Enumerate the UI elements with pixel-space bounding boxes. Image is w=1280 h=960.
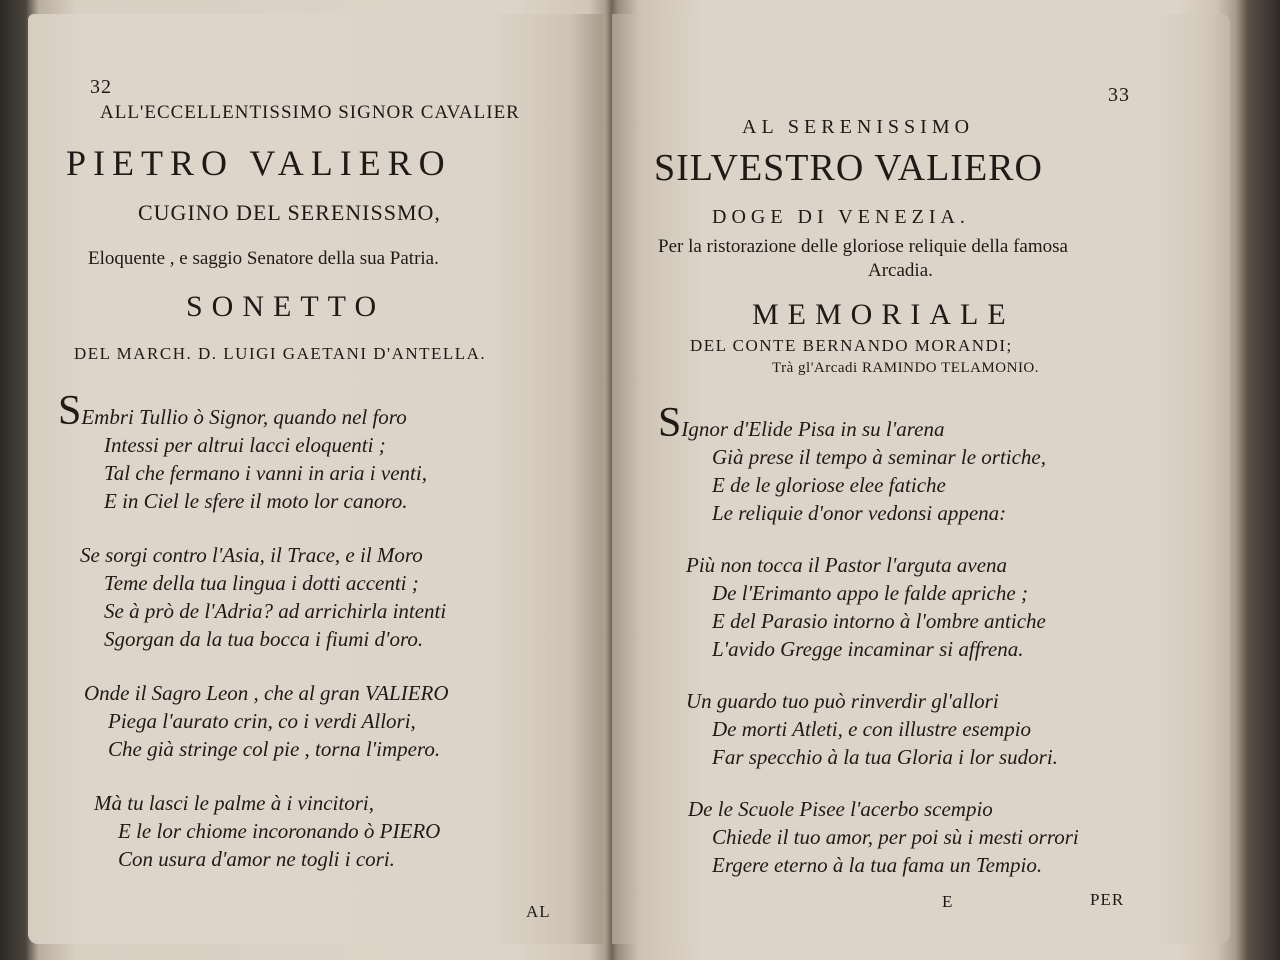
subtitle-line: Per la ristorazione delle gloriose reliquie della famosa <box>658 236 1068 257</box>
verse-line: Già prese il tempo à seminar le ortiche, <box>712 445 1047 469</box>
catchword: E <box>942 892 954 911</box>
verse-line: E del Parasio intorno à l'ombre antiche <box>712 609 1046 633</box>
dedicatee-name: PIETRO VALIERO <box>66 143 452 183</box>
verse-line: Onde il Sagro Leon , che al gran VALIERO <box>84 681 449 705</box>
dedicatee-description: Eloquente , e saggio Senatore della sua Patria. <box>88 248 439 269</box>
subtitle-line: Arcadia. <box>868 260 933 281</box>
verse-line: SIgnor d'Elide Pisa in su l'arena <box>658 400 945 446</box>
stanza <box>658 551 1079 663</box>
stanza <box>658 400 1079 527</box>
verse-line: SEmbri Tullio ò Signor, quando nel foro <box>58 388 407 434</box>
verse-line: Con usura d'amor ne togli i cori. <box>118 847 395 871</box>
stanza <box>58 388 449 515</box>
dedication-line: AL SERENISSIMO <box>742 116 975 138</box>
sonnet <box>58 388 449 873</box>
drop-cap: S <box>58 388 82 434</box>
catchword: AL <box>526 902 551 921</box>
left-page <box>28 14 603 944</box>
page-number: 32 <box>90 76 112 98</box>
dedicatee-relation: CUGINO DEL SERENISSMO, <box>138 200 441 225</box>
verse-line: Mà tu lasci le palme à i vincitori, <box>94 791 374 815</box>
page-number: 33 <box>1108 84 1130 106</box>
stanza <box>58 679 449 763</box>
verse-line: Ergere eterno à la tua fama un Tempio. <box>712 853 1043 877</box>
dedication-line: ALL'ECCELLENTISSIMO SIGNOR CAVALIER <box>100 102 520 123</box>
stanza <box>58 541 449 653</box>
poem-author: DEL MARCH. D. LUIGI GAETANI D'ANTELLA. <box>74 344 487 363</box>
verse-line: E in Ciel le sfere il moto lor canoro. <box>104 489 408 513</box>
poem-heading: SONETTO <box>186 290 386 323</box>
verse-line: Tal che fermano i vanni in aria i venti, <box>104 461 427 485</box>
dedicatee-title: DOGE DI VENEZIA. <box>712 206 970 228</box>
verse-line: Chiede il tuo amor, per poi sù i mesti orrori <box>712 825 1079 849</box>
dedicatee-name: SILVESTRO VALIERO <box>654 147 1043 189</box>
stanza <box>658 687 1079 771</box>
verse-line: De le Scuole Pisee l'acerbo scempio <box>688 797 993 821</box>
verse-line: De morti Atleti, e con illustre esempio <box>712 717 1032 741</box>
verse-line: E le lor chiome incoronando ò PIERO <box>118 819 441 843</box>
verse-line: Piega l'aurato crin, co i verdi Allori, <box>108 709 416 733</box>
poem-heading: MEMORIALE <box>752 298 1015 331</box>
verse-line: Più non tocca il Pastor l'arguta avena <box>686 553 1008 577</box>
sonnet <box>658 400 1079 879</box>
verse-line: Sgorgan da la tua bocca i fiumi d'oro. <box>104 627 424 651</box>
verse-line: Se à prò de l'Adria? ad arrichirla intenti <box>104 599 447 623</box>
verse-line: Le reliquie d'onor vedonsi appena: <box>712 501 1007 525</box>
verse-line: Che già stringe col pie , torna l'impero. <box>108 737 441 761</box>
right-page <box>612 14 1230 944</box>
stanza <box>58 789 449 873</box>
verse-line: Far specchio à la tua Gloria i lor sudori. <box>712 745 1058 769</box>
catchword: PER <box>1090 890 1125 909</box>
poem-author: DEL CONTE BERNANDO MORANDI; <box>690 336 1013 355</box>
poem-author-arcadian: Trà gl'Arcadi RAMINDO TELAMONIO. <box>772 360 1040 376</box>
verse-line: Intessi per altrui lacci eloquenti ; <box>104 433 386 457</box>
verse-line: E de le gloriose elee fatiche <box>712 473 946 497</box>
verse-line: De l'Erimanto appo le falde apriche ; <box>712 581 1028 605</box>
verse-line: L'avido Gregge incaminar si affrena. <box>712 637 1024 661</box>
drop-cap: S <box>658 400 682 446</box>
verse-line: Teme della tua lingua i dotti accenti ; <box>104 571 419 595</box>
stanza <box>658 795 1079 879</box>
verse-line: Se sorgi contro l'Asia, il Trace, e il Moro <box>80 543 423 567</box>
verse-line: Un guardo tuo può rinverdir gl'allori <box>686 689 999 713</box>
